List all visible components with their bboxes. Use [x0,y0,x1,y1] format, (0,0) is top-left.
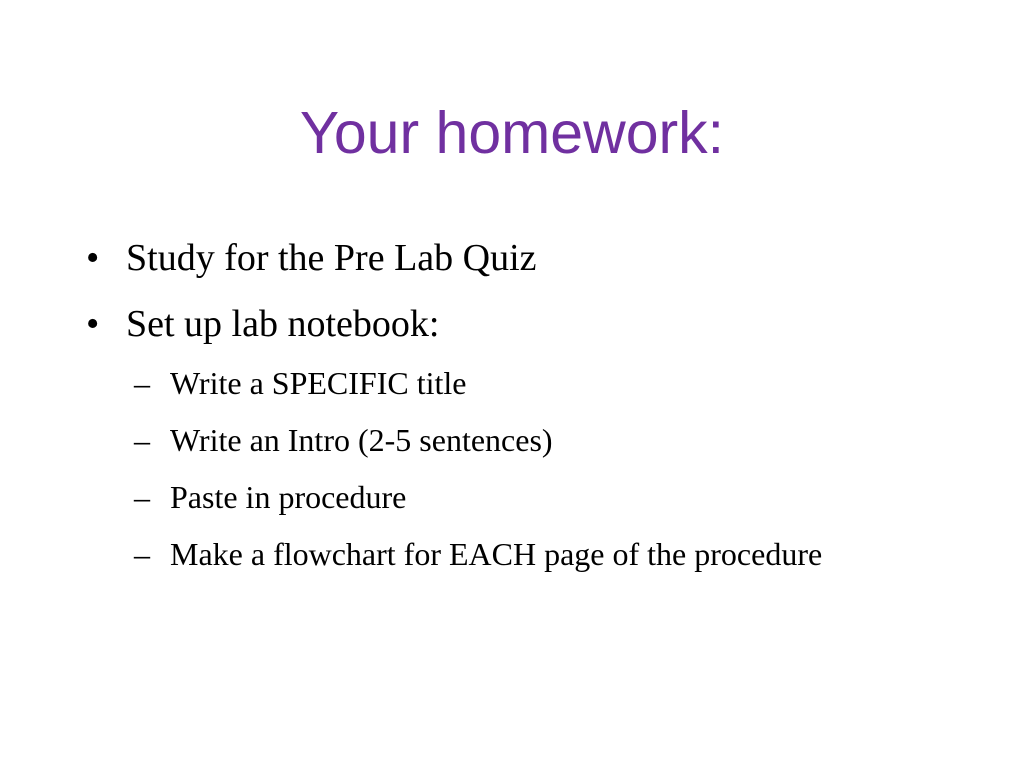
sub-item [134,417,854,463]
bullet-text: Set up lab notebook: [126,303,440,345]
sub-text: Paste in procedure [170,479,407,515]
sub-text: Write an Intro (2-5 sentences) [170,422,553,458]
sub-mark: – [134,536,150,572]
bullet-text: Study for the Pre Lab Quiz [126,237,537,279]
slide-title: Your homework: [299,100,725,166]
sub-text: Write a SPECIFIC title [170,365,467,401]
sub-mark: – [134,422,150,458]
sub-mark: – [134,365,150,401]
sub-item [134,474,854,520]
sub-mark: – [134,479,150,515]
bullet-mark: • [86,237,100,279]
sub-item [134,360,854,406]
bullet-mark: • [86,303,100,345]
sub-item [134,531,854,577]
sub-text: Make a flowchart for EACH page of the procedure [170,536,823,572]
